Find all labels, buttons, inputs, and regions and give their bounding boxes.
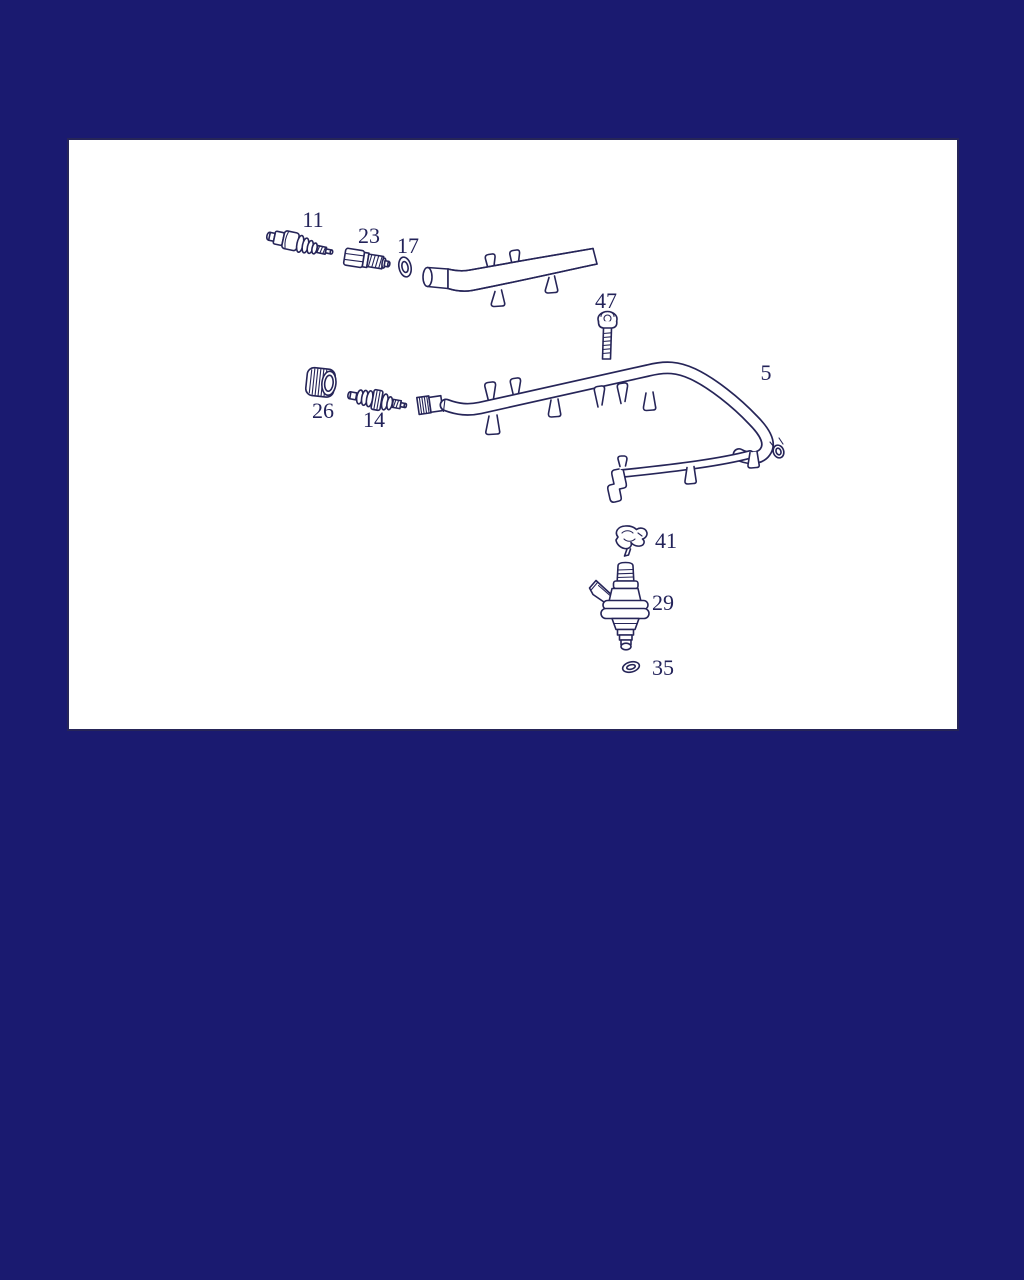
callout-26: 26 [312,398,334,423]
callout-14: 14 [363,407,385,432]
callout-35: 35 [652,655,674,680]
diagram-frame [68,139,958,730]
callout-23: 23 [358,223,380,248]
callout-11: 11 [302,207,324,232]
part-26-cap [305,367,337,398]
callout-41: 41 [655,528,677,553]
callout-17: 17 [397,233,419,258]
callout-47: 47 [595,288,617,313]
callout-29: 29 [652,590,674,615]
callout-5: 5 [760,360,772,385]
